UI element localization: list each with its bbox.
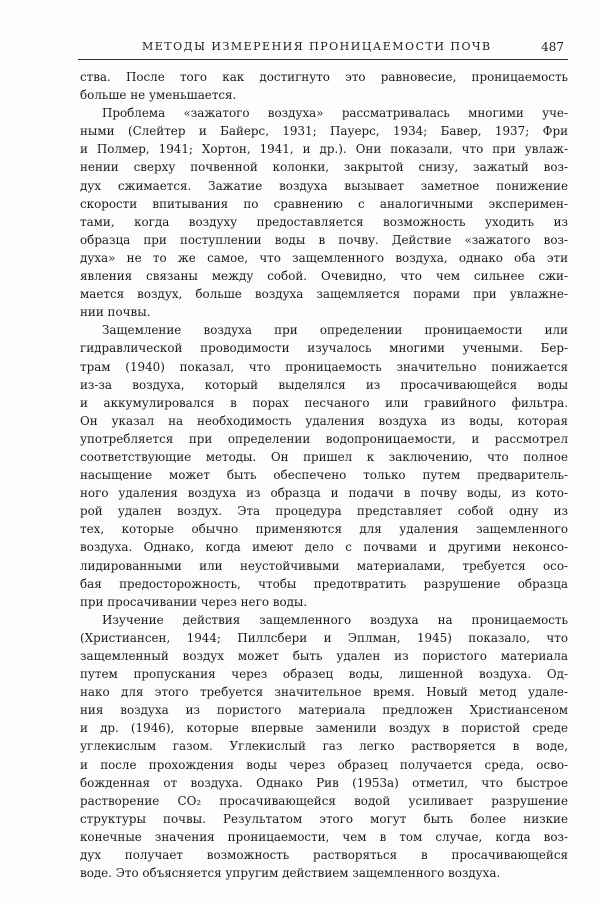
- page-number: 487: [541, 40, 564, 54]
- text-line: и Полмер, 1941; Хортон, 1941, и др.). Они показали, что при увлаж-: [80, 142, 568, 157]
- paragraph: [80, 611, 568, 882]
- paragraph: [80, 68, 568, 104]
- text-line: конечные значения проницаемости, чем в том случае, когда воз-: [80, 829, 568, 844]
- text-line: растворение CO₂ просачивающейся водой усиливает разрушение: [80, 793, 568, 808]
- text-line: тех, которые обычно применяются для удаления защемленного: [80, 522, 568, 537]
- text-line: углекислым газом. Углекислый газ легко растворяется в воде,: [80, 739, 568, 754]
- text-line: и др. (1946), которые впервые заменили воздух в пористой среде: [80, 721, 568, 736]
- text-line: и после прохождения воды через образец получается среда, осво-: [80, 757, 568, 772]
- text-line: больше не уменьшается.: [80, 88, 237, 103]
- text-line: мается воздух, больше воздуха защемляется порами при увлажне-: [80, 287, 568, 302]
- text-line: насыщение может быть обеспечено только путем предваритель-: [80, 468, 568, 483]
- text-line: божденная от воздуха. Однако Рив (1953а) отметил, что быстрое: [80, 775, 568, 790]
- running-header: [78, 40, 570, 60]
- text-line: духа» не то же самое, что защемленного воздуха, однако оба эти: [80, 250, 568, 265]
- text-line: соответствующие методы. Он пришел к заключению, что полное: [80, 449, 568, 464]
- text-line: и аккумулировался в порах песчаного или гравийного фильтра.: [80, 395, 568, 410]
- text-line: путем пропускания через образец воды, лишенной воздуха. Од-: [80, 667, 568, 682]
- text-line: воздуха. Однако, когда имеют дело с почвами и другими неконсо-: [80, 540, 568, 555]
- text-line: ства. После того как достигнуто это равновесие, проницаемость: [80, 70, 568, 84]
- text-line: ния воздуха из пористого материала предложен Христиансеном: [80, 703, 568, 718]
- text-line: трам (1940) показал, что проницаемость значительно понижается: [80, 359, 568, 374]
- text-line: нении сверху почвенной колонки, закрытой снизу, зажатый воз-: [80, 160, 568, 175]
- text-line: нии почвы.: [80, 305, 151, 320]
- text-line: Он указал на необходимость удаления воздуха из воды, которая: [80, 413, 568, 428]
- paragraph: [80, 321, 568, 611]
- text-line: образца при поступлении воды в почву. Действие «зажатого воз-: [80, 232, 568, 247]
- text-line: нако для этого требуется значительное время. Новый метод удале-: [80, 685, 568, 700]
- text-line: ного удаления воздуха из образца и подачи в почву воды, из кото-: [80, 486, 568, 501]
- page-body-text: [80, 68, 568, 882]
- text-line: из-за воздуха, который выделялся из просачивающейся воды: [80, 377, 568, 392]
- text-line: дух получает возможность растворяться в просачивающейся: [80, 848, 568, 863]
- header-rule: [78, 59, 568, 60]
- text-line: при просачивании через него воды.: [80, 594, 308, 609]
- text-line: гидравлической проводимости изучалось многими учеными. Бер-: [80, 341, 568, 356]
- text-line: дух сжимается. Зажатие воздуха вызывает заметное понижение: [80, 178, 568, 193]
- text-line: структуры почвы. Результатом этого могут быть более низкие: [80, 811, 568, 826]
- text-line: ными (Слейтер и Байерс, 1931; Пауерс, 1934; Бавер, 1937; Фри: [80, 124, 568, 139]
- text-line: Защемление воздуха при определении проницаемости или: [102, 323, 568, 338]
- paragraph: [80, 104, 568, 321]
- text-line: воде. Это объясняется упругим действием защемленного воздуха.: [80, 866, 501, 881]
- text-line: явления связаны между собой. Очевидно, что чем сильнее сжи-: [80, 269, 568, 284]
- text-line: бая предосторожность, чтобы предотвратить разрушение образца: [80, 576, 568, 591]
- text-line: Проблема «зажатого воздуха» рассматривалась многими уче-: [102, 106, 568, 121]
- text-line: тами, когда воздуху предоставляется возможность уходить из: [80, 214, 568, 229]
- text-line: защемленный воздух может быть удален из пористого материала: [80, 649, 568, 663]
- running-header-title: МЕТОДЫ ИЗМЕРЕНИЯ ПРОНИЦАЕМОСТИ ПОЧВ: [142, 40, 492, 53]
- text-line: лидированными или неустойчивыми материалами, требуется осо-: [80, 558, 568, 573]
- text-line: скорости впитывания по сравнению с аналогичными эксперимен-: [80, 196, 568, 211]
- text-line: (Христиансен, 1944; Пиллсбери и Эплман, 1945) показало, что: [80, 630, 568, 645]
- text-line: рой удален воздух. Эта процедура представляет собой одну из: [80, 504, 568, 519]
- text-line: употребляется при определении водопроницаемости, и рассмотрел: [80, 431, 568, 446]
- text-line: Изучение действия защемленного воздуха на проницаемость: [102, 612, 568, 627]
